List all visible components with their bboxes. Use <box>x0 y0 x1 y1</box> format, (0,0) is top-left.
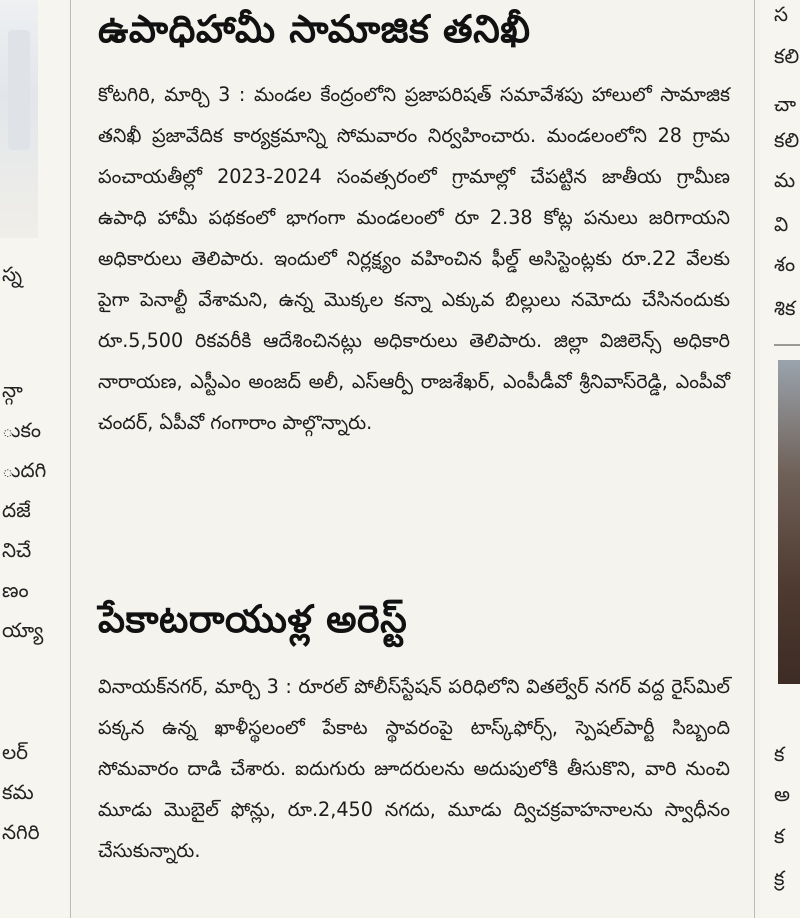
left-fragment: య్యా <box>2 618 44 642</box>
column-rule-left <box>70 0 71 918</box>
article-2-headline: పేకాటరాయుళ్ల అరెస్ట్ <box>98 597 408 641</box>
right-fragment: మ <box>774 168 796 192</box>
article-1-headline: ఉపాధిహామీ సామాజిక తనిఖీ <box>98 7 531 51</box>
right-fragment: కలి <box>774 128 800 152</box>
left-fragment: నిచే <box>2 538 32 562</box>
right-fragment: క్ర <box>774 866 785 890</box>
right-fragment: చా <box>774 92 797 116</box>
left-fragment: ుకం <box>2 418 42 442</box>
right-fragment: శిక <box>774 296 796 320</box>
left-photo <box>0 0 38 238</box>
left-fragment: స్న <box>2 262 23 286</box>
left-fragment: కమ <box>2 780 34 804</box>
article-1-body: కోటగిరి, మార్చి 3 : మండల కేంద్రంలోని ప్రజాపరిషత్ సమావేశపు హాలులో సామాజిక తనిఖీ ప్రజావేదిక కార్యక్రమాన్ని సోమవారం నిర్వహించారు. మండలంలోని 28 గ్రామ పంచాయతీల్లో 2023-2024 సంవత్సరంలో గ్రామాల్లో చేపట్టిన జాతీయ గ్రామీణ ఉపాధి హామీ పథకంలో భాగంగా మండలంలో రూ 2.38 కోట్ల పనులు జరిగాయని అధికారులు తెలిపారు. ఇందులో నిర్లక్ష్యం వహించిన ఫీల్డ్ అసిస్టెంట్లకు రూ.22 వేలకు పైగా పెనాల్టీ వేశామని, ఉన్న మొక్కల కన్నా ఎక్కువ బిల్లులు నమోదు చేసినందుకు రూ.5,500 రికవరీకి ఆదేశించినట్లు అధికారులు తెలిపారు. జిల్లా విజిలెన్స్ అధికారి నారాయణ, ఎస్టీఎం అంజద్ అలీ, ఎస్ఆర్పీ రాజశేఖర్, ఎంపీడీవో శ్రీనివాస్‌రెడ్డి, ఎంపీవో చందర్, ఏపీవో గంగారాం పాల్గొన్నారు. <box>98 83 730 434</box>
left-neighbor-column <box>0 0 68 918</box>
left-fragment: లర్ <box>2 740 29 764</box>
left-fragment: నగిరి <box>2 820 40 844</box>
left-fragment: న్గా <box>2 378 23 402</box>
right-fragment: శం <box>774 252 796 276</box>
right-fragment: క <box>774 742 785 766</box>
right-photo-rule <box>774 344 800 346</box>
column-rule-right <box>754 0 755 918</box>
right-fragment: క <box>774 824 785 848</box>
right-fragment: స <box>774 2 789 26</box>
main-column <box>76 0 748 918</box>
left-fragment: దజే <box>2 498 31 522</box>
right-neighbor-column <box>760 0 800 918</box>
right-fragment: కలి <box>774 44 800 68</box>
right-fragment: వి <box>774 212 789 236</box>
left-fragment: ుదగి <box>2 458 47 482</box>
right-photo <box>778 360 800 684</box>
right-fragment: అ <box>774 782 790 806</box>
article-2-body: వినాయక్‌నగర్, మార్చి 3 : రూరల్ పోలీస్‌స్టేషన్ పరిధిలోని వితల్వేర్ నగర్ వద్ద రైస్‌మిల్ పక్కన ఉన్న ఖాళీస్థలంలో పేకాట స్థావరంపై టాస్క్‌ఫోర్స్, స్పెషల్‌పార్టీ సిబ్బంది సోమవారం దాడి చేశారు. ఐదుగురు జూదరులను అదుపులోకి తీసుకొని, వారి నుంచి మూడు మొబైల్ ఫోన్లు, రూ.2,450 నగదు, మూడు ద్విచక్రవాహనాలను స్వాధీనం చేసుకున్నారు. <box>98 675 730 862</box>
left-fragment: ణం <box>2 578 29 602</box>
